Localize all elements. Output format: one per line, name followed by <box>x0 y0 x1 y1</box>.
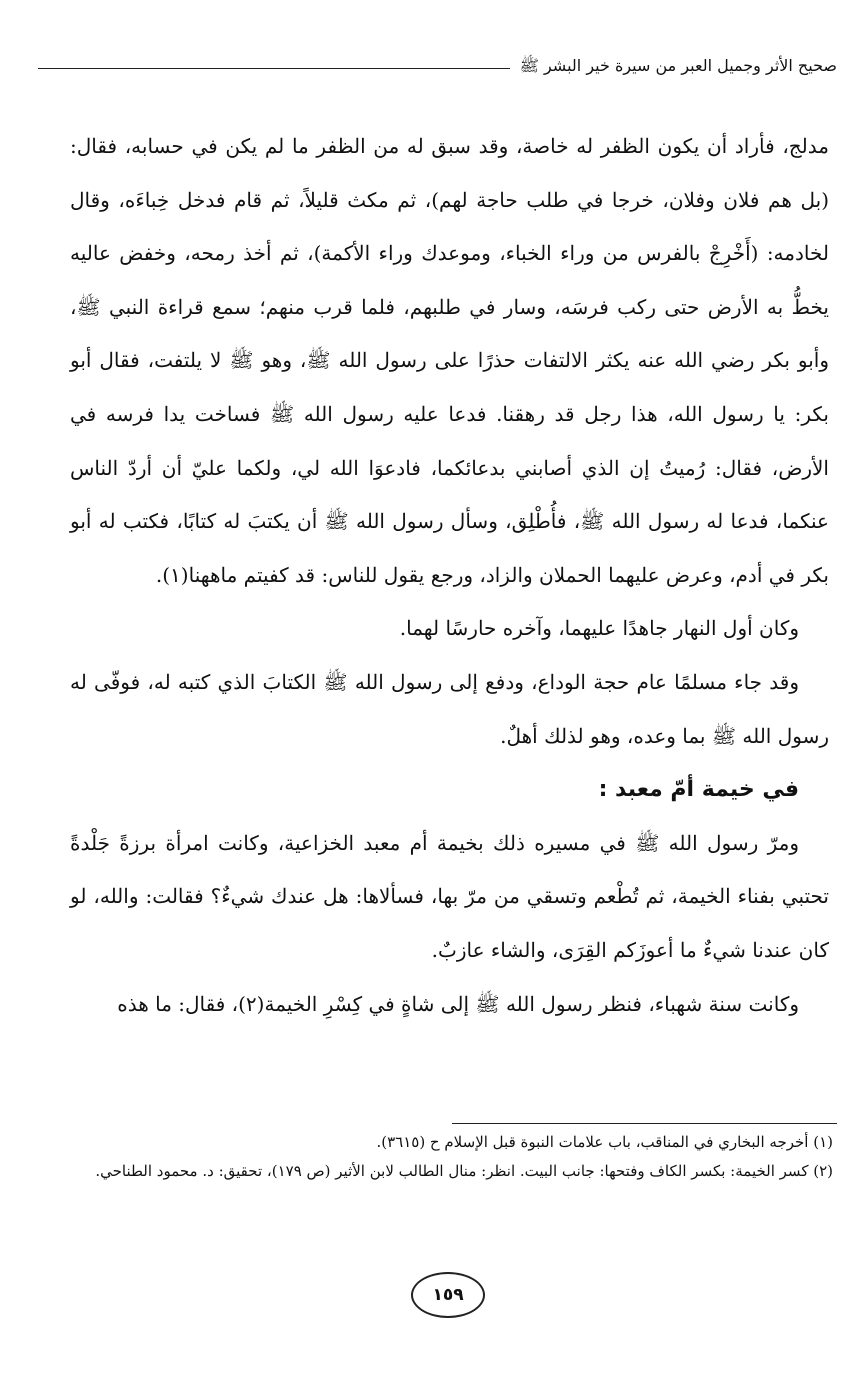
running-header <box>38 52 837 82</box>
section-heading: في خيمة أمّ معبد : <box>598 777 799 803</box>
footnotes <box>70 1128 833 1186</box>
page-number: ١٥٩ <box>411 1272 485 1318</box>
header-rule <box>38 68 510 69</box>
footnote-1: (١) أخرجه البخاري في المناقب، باب علامات النبوة قبل الإسلام ح (٣٦١٥). <box>376 1133 833 1151</box>
paragraph-5: وكانت سنة شهباء، فنظر رسول الله ﷺ إلى شاةٍ في كِسْرِ الخيمة(٢)، فقال: ما هذه <box>117 991 799 1016</box>
paragraph-3: وقد جاء مسلمًا عام حجة الوداع، ودفع إلى رسول الله ﷺ الكتابَ الذي كتبه له، فوفّى له رسول الله ﷺ بما وعده، وهو لذلك أهلٌ. <box>70 669 829 748</box>
paragraph-2: وكان أول النهار جاهدًا عليهما، وآخره حارسًا لهما. <box>399 616 799 641</box>
paragraph-4: ومرّ رسول الله ﷺ في مسيره ذلك بخيمة أم معبد الخزاعية، وكانت امرأة برزةً جَلْدةً تحتبي بفناء الخيمة، ثم تُطْعم وتسقي من مرّ بها، فسألاها: هل عندك شيءٌ؟ فقالت: والله، لو كان عندنا شيءٌ ما أعوزَكم القِرَى، والشاء عازبٌ. <box>70 830 829 962</box>
footnote-separator <box>452 1123 837 1124</box>
book-title: صحيح الأثر وجميل العبر من سيرة خير البشر ﷺ <box>519 55 837 75</box>
paragraph-1: مدلج، فأراد أن يكون الظفر له خاصة، وقد سبق له من الظفر ما لم يكن في حسابه، فقال: (بل هم فلان وفلان، خرجا في طلب حاجة لهم)، ثم مكث قليلاً، ثم قام فدخل خِباءَه، وقال لخادمه: (أَخْرِجْ بالفرس من وراء الخباء، وموعدك وراء الأكمة)، ثم أخذ رمحه، وخفض عاليه يخطُّ به الأرض حتى ركب فرسَه، وسار في طلبهم، فلما قرب منهم؛ سمع قراءة النبي ﷺ، وأبو بكر رضي الله عنه يكثر الالتفات حذرًا على رسول الله ﷺ، وهو ﷺ لا يلتفت، فقال أبو بكر: يا رسول الله، هذا رجل قد رهقنا. فدعا عليه رسول الله ﷺ فساخت يدا فرسه في الأرض، فقال: رُميتُ إن الذي أصابني بدعائكما، فادعوَا الله لي، ولكما عليّ أن أردّ الناس عنكما، فدعا له رسول الله ﷺ، فأُطْلِق، وسأل رسول الله ﷺ أن يكتبَ له كتابًا، فكتب له أبو بكر في أدم، وعرض عليهما الحملان والزاد، ورجع يقول للناس: قد كفيتم ماهھنا(١). <box>70 134 829 587</box>
main-text <box>70 120 829 1031</box>
footnote-2: (٢) كسر الخيمة: بكسر الكاف وفتحها: جانب البيت. انظر: منال الطالب لابن الأثير (ص ١٧٩)، تحقيق: د. محمود الطناحي. <box>95 1162 833 1180</box>
